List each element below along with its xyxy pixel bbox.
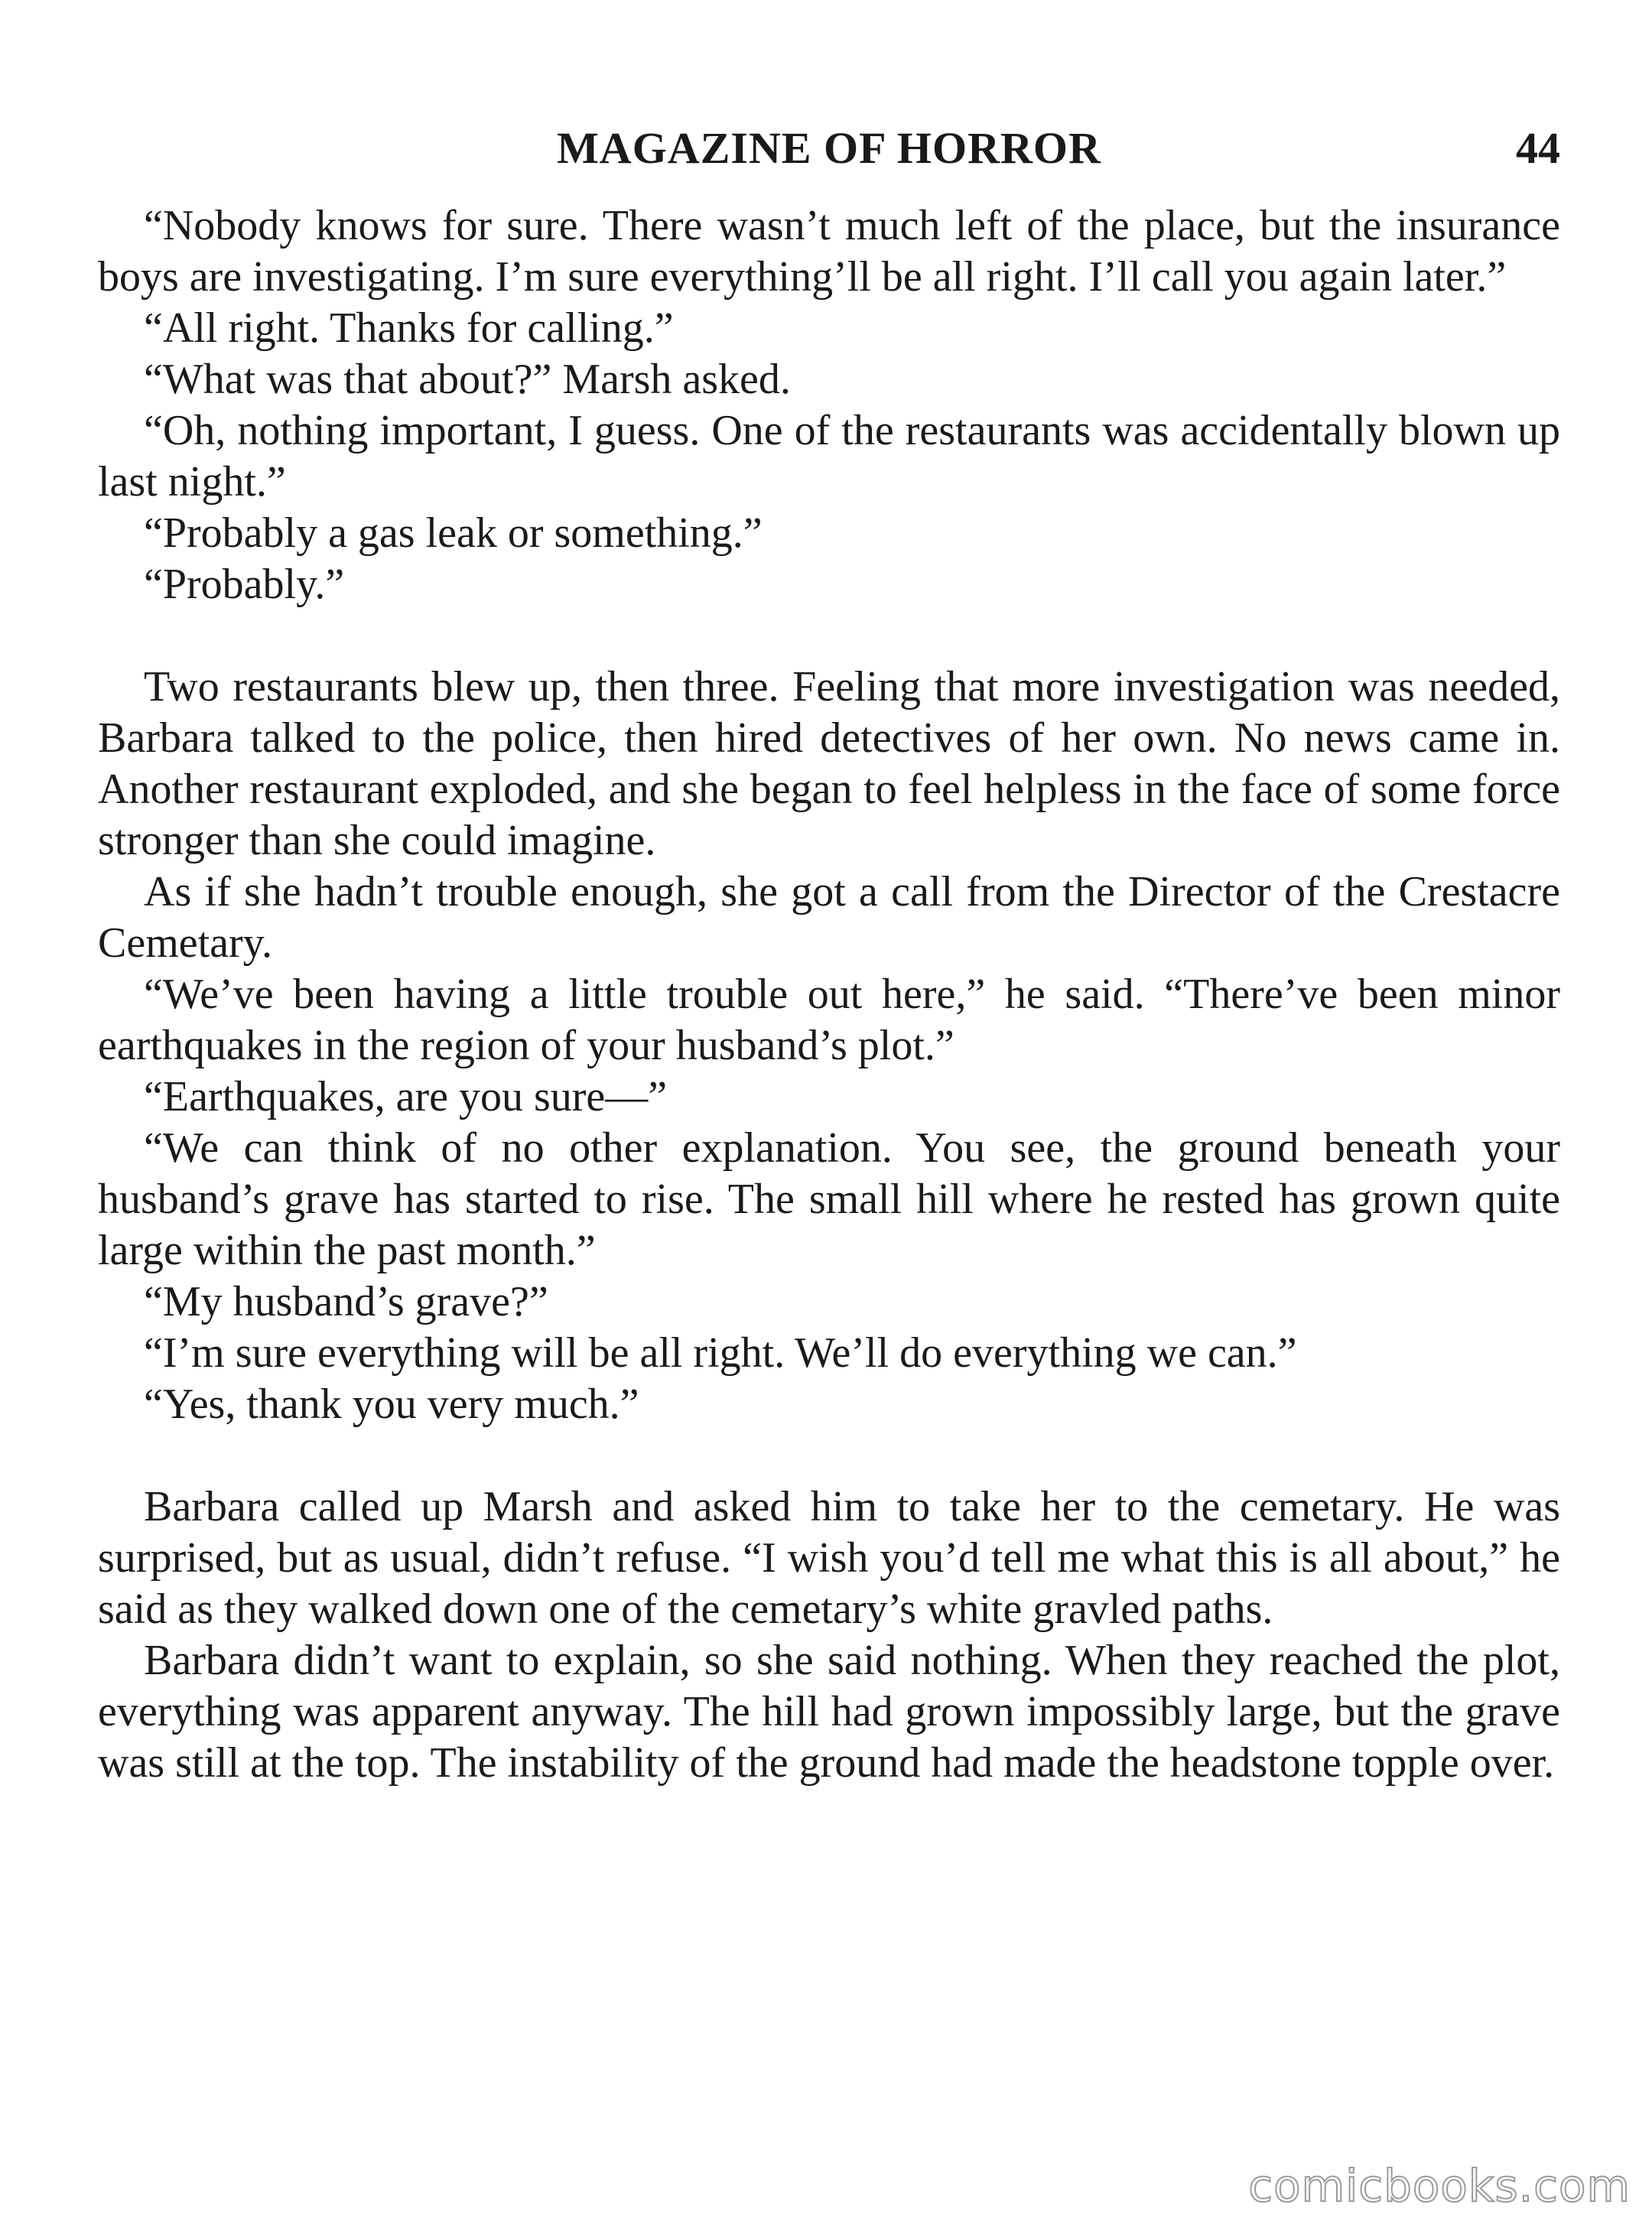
paragraph: Barbara called up Marsh and asked him to take her to the cemetary. He was surprised, but as usual, didn’t refuse. “I wish you’d tell me what this is all about,” he said as they walked down one of the cemetary’s white gravled paths.	[98, 1483, 1560, 1633]
page-header	[98, 122, 1560, 191]
paragraph: As if she hadn’t trouble enough, she got a call from the Director of the Crestacre Cemetary.	[98, 868, 1560, 967]
paragraph: “Yes, thank you very much.”	[144, 1381, 639, 1428]
paragraph: “We can think of no other explanation. You see, the ground beneath your husband’s grave has started to rise. The small hill where he rested has grown quite large within the past month.”	[98, 1124, 1560, 1274]
section-break	[98, 1430, 1560, 1481]
paragraph: “Probably a gas leak or something.”	[144, 509, 763, 557]
watermark-logo: comicbooks.com	[1248, 2160, 1631, 2212]
paragraph: “What was that about?” Marsh asked.	[144, 356, 791, 403]
book-page	[98, 122, 1560, 2126]
magazine-title: MAGAZINE OF HORROR	[557, 123, 1101, 173]
paragraph: “I’m sure everything will be all right. We’ll do everything we can.”	[144, 1329, 1297, 1377]
paragraph: Barbara didn’t want to explain, so she said nothing. When they reached the plot, everything was apparent anyway. The hill had grown impossibly large, but the grave was still at the top. The instability of the ground had made the headstone topple over.	[98, 1637, 1560, 1787]
paragraph: “My husband’s grave?”	[144, 1278, 548, 1325]
page-number: 44	[1516, 123, 1560, 173]
paragraph: “We’ve been having a little trouble out here,” he said. “There’ve been minor earthquakes in the region of your husband’s plot.”	[98, 971, 1560, 1069]
paragraph: “Oh, nothing important, I guess. One of the restaurants was accidentally blown up last night.”	[98, 407, 1560, 506]
paragraph: “Nobody knows for sure. There wasn’t much left of the place, but the insurance boys are investigating. I’m sure everything’ll be all right. I’ll call you again later.”	[98, 202, 1560, 301]
paragraph: “All right. Thanks for calling.”	[144, 304, 674, 352]
story-text	[98, 200, 1560, 1789]
paragraph: Two restaurants blew up, then three. Feeling that more investigation was needed, Barbara talked to the police, then hired detectives of her own. No news came in. Another restaurant exploded, and she began to feel helpless in the face of some force stronger than she could imagine.	[98, 663, 1560, 864]
section-break	[98, 610, 1560, 662]
paragraph: “Earthquakes, are you sure—”	[144, 1073, 668, 1120]
paragraph: “Probably.”	[144, 561, 345, 608]
